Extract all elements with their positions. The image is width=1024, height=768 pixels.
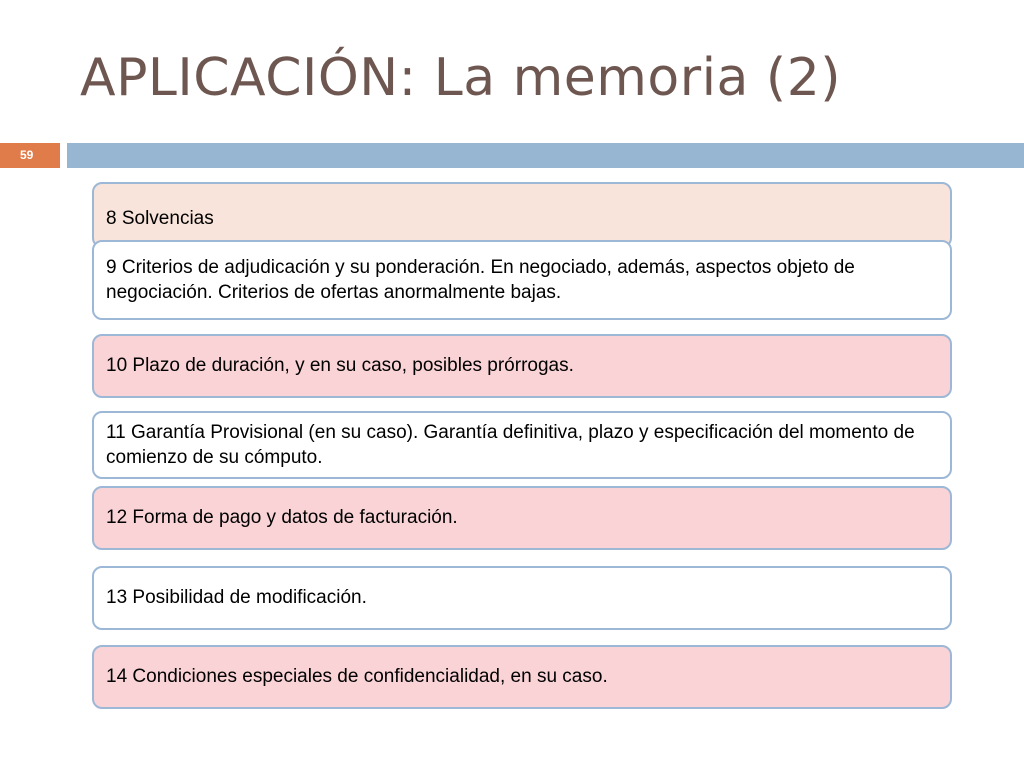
list-item-8-solvencias: 8 Solvencias: [92, 182, 952, 248]
accent-bar: [67, 143, 1024, 168]
list-item-11-garantia: 11 Garantía Provisional (en su caso). Garantía definitiva, plazo y especificación del momento de comienzo de su cómputo.: [92, 411, 952, 479]
list-item-10-plazo: 10 Plazo de duración, y en su caso, posibles prórrogas.: [92, 334, 952, 398]
list-item-9-criterios: 9 Criterios de adjudicación y su ponderación. En negociado, además, aspectos objeto de negociación. Criterios de ofertas anormalmente bajas.: [92, 240, 952, 320]
list-item-14-confidencialidad: 14 Condiciones especiales de confidencialidad, en su caso.: [92, 645, 952, 709]
slide-title: APLICACIÓN: La memoria (2): [80, 48, 842, 108]
slide-number: 59: [20, 148, 34, 162]
list-item-13-modificacion: 13 Posibilidad de modificación.: [92, 566, 952, 630]
list-item-12-forma-pago: 12 Forma de pago y datos de facturación.: [92, 486, 952, 550]
